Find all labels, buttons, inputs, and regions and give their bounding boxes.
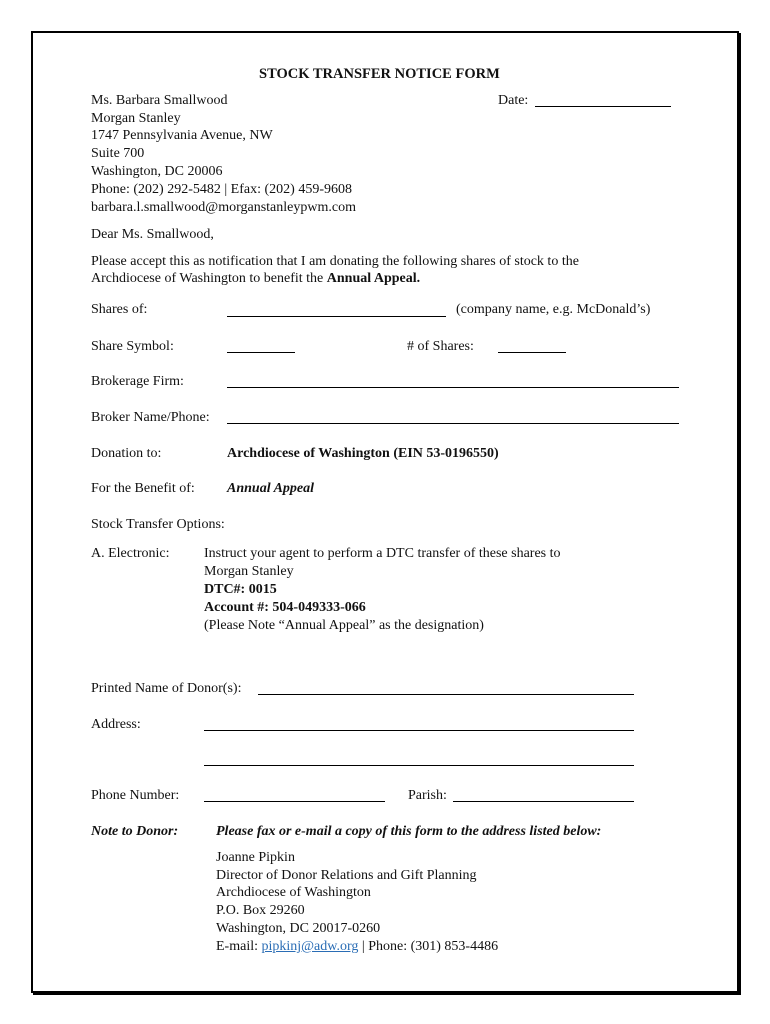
donation-to-label: Donation to: xyxy=(91,446,162,461)
printed-name-field[interactable] xyxy=(258,694,634,695)
share-symbol-label: Share Symbol: xyxy=(91,339,174,354)
num-shares-field[interactable] xyxy=(498,352,566,353)
broker-name-phone-field[interactable] xyxy=(227,423,679,424)
form-title: STOCK TRANSFER NOTICE FORM xyxy=(259,66,500,82)
contact-po-box: P.O. Box 29260 xyxy=(216,903,305,918)
contact-email-link[interactable]: pipkinj@adw.org xyxy=(261,939,359,954)
electronic-note: (Please Note “Annual Appeal” as the designation) xyxy=(204,618,484,633)
contact-title: Director of Donor Relations and Gift Planning xyxy=(216,868,477,883)
phone-number-label: Phone Number: xyxy=(91,788,180,803)
date-field[interactable] xyxy=(535,106,671,107)
address-field-line2[interactable] xyxy=(204,765,634,766)
intro-line1: Please accept this as notification that I am donating the following shares of stock to the xyxy=(91,254,579,269)
address-field-line1[interactable] xyxy=(204,730,634,731)
share-symbol-field[interactable] xyxy=(227,352,295,353)
recipient-email: barbara.l.smallwood@morganstanleypwm.com xyxy=(91,200,356,215)
contact-email-phone: E-mail: pipkinj@adw.org | Phone: (301) 853-4486 xyxy=(216,939,499,954)
num-shares-label: # of Shares: xyxy=(407,339,474,354)
intro-line2: Archdiocese of Washington to benefit the Annual Appeal. xyxy=(91,271,421,286)
broker-name-phone-label: Broker Name/Phone: xyxy=(91,410,210,425)
phone-number-field[interactable] xyxy=(204,801,385,802)
salutation: Dear Ms. Smallwood, xyxy=(91,227,214,242)
contact-name: Joanne Pipkin xyxy=(216,850,295,865)
recipient-phone: Phone: (202) 292-5482 | Efax: (202) 459-9608 xyxy=(91,182,352,197)
parish-field[interactable] xyxy=(453,801,634,802)
printed-name-label: Printed Name of Donor(s): xyxy=(91,681,242,696)
dtc-number: DTC#: 0015 xyxy=(204,582,277,597)
brokerage-firm-label: Brokerage Firm: xyxy=(91,374,184,389)
recipient-name: Ms. Barbara Smallwood xyxy=(91,93,228,108)
electronic-line1: Instruct your agent to perform a DTC transfer of these shares to xyxy=(204,546,561,561)
benefit-of-label: For the Benefit of: xyxy=(91,481,195,496)
recipient-address2: Suite 700 xyxy=(91,146,145,161)
note-text: Please fax or e-mail a copy of this form to the address listed below: xyxy=(216,824,602,839)
recipient-address1: 1747 Pennsylvania Avenue, NW xyxy=(91,128,273,143)
parish-label: Parish: xyxy=(408,788,447,803)
electronic-label: A. Electronic: xyxy=(91,546,170,561)
recipient-company: Morgan Stanley xyxy=(91,111,181,126)
note-label: Note to Donor: xyxy=(91,824,179,839)
shares-of-field[interactable] xyxy=(227,316,446,317)
brokerage-firm-field[interactable] xyxy=(227,387,679,388)
shares-of-label: Shares of: xyxy=(91,302,148,317)
options-heading: Stock Transfer Options: xyxy=(91,517,225,532)
shares-of-hint: (company name, e.g. McDonald’s) xyxy=(456,302,651,317)
address-label: Address: xyxy=(91,717,141,732)
benefit-of-value: Annual Appeal xyxy=(227,481,315,496)
recipient-city: Washington, DC 20006 xyxy=(91,164,223,179)
contact-org: Archdiocese of Washington xyxy=(216,885,371,900)
electronic-line2: Morgan Stanley xyxy=(204,564,294,579)
account-number: Account #: 504-049333-066 xyxy=(204,600,366,615)
date-label: Date: xyxy=(498,93,529,108)
contact-city: Washington, DC 20017-0260 xyxy=(216,921,381,936)
donation-to-value: Archdiocese of Washington (EIN 53-0196550) xyxy=(227,446,499,461)
